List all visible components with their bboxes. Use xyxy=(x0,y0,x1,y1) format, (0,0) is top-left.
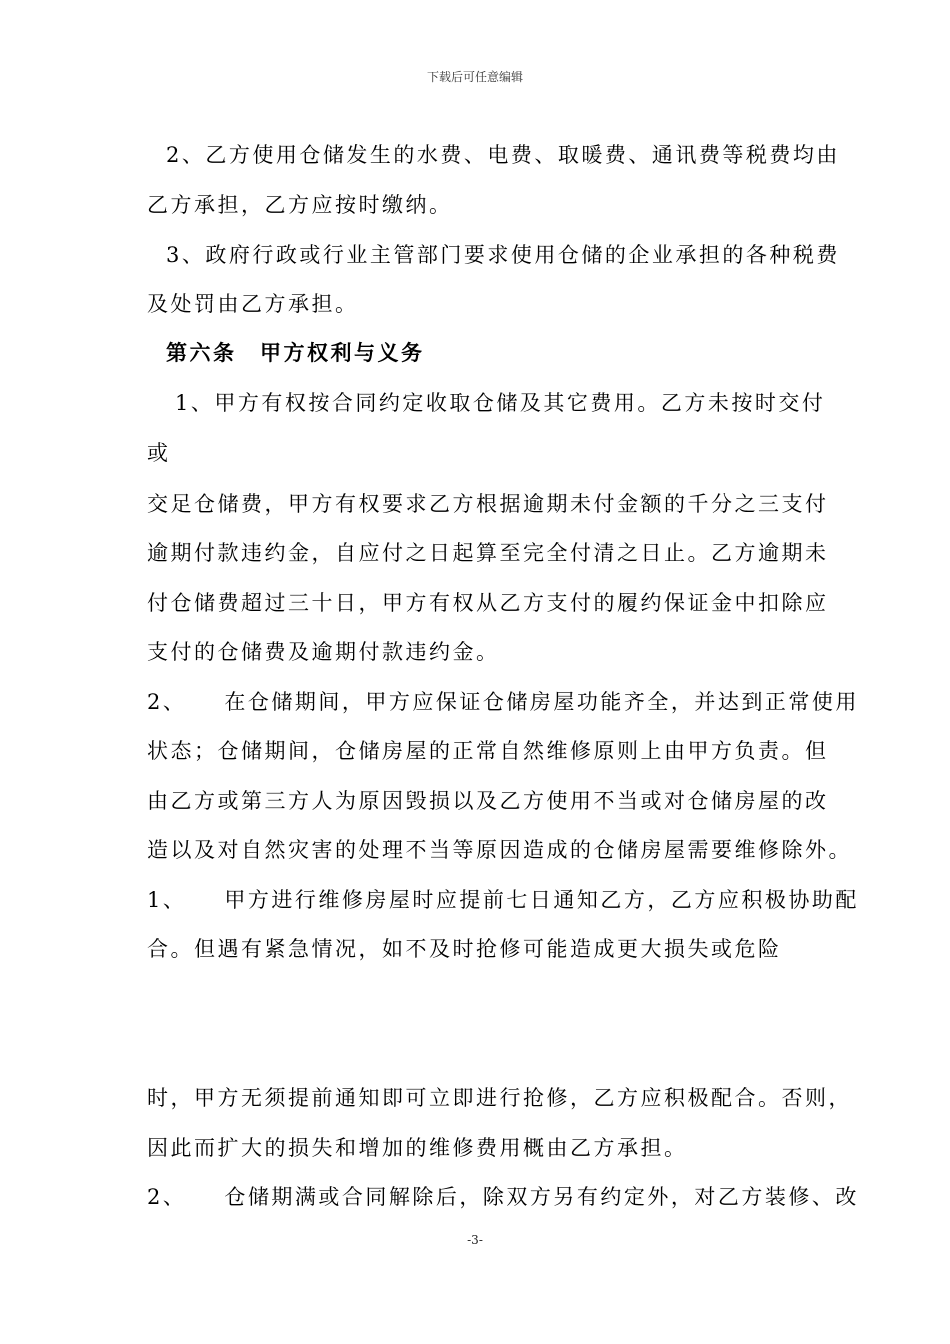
paragraph-line: 支付的仓储费及逾期付款违约金。 xyxy=(147,640,500,664)
page-header: 下载后可任意编辑 xyxy=(426,70,523,84)
item-text: 在仓储期间，甲方应保证仓储房屋功能齐全，并达到正常使用 xyxy=(224,690,859,714)
paragraph-line: 1、甲方有权按合同约定收取仓储及其它费用。乙方未按时交付 xyxy=(175,391,826,415)
paragraph-line: 合。但遇有紧急情况，如不及时抢修可能造成更大损失或危险 xyxy=(147,937,782,961)
item-number: 1、 xyxy=(147,888,187,912)
paragraph-line: 交足仓储费，甲方有权要求乙方根据逾期未付金额的千分之三支付 xyxy=(147,492,829,516)
paragraph-line: 或 xyxy=(147,441,171,465)
numbered-paragraph-line xyxy=(147,1181,859,1211)
paragraph-line: 乙方承担，乙方应按时缴纳。 xyxy=(147,193,453,217)
item-number: 2、 xyxy=(147,690,187,714)
paragraph-line: 由乙方或第三方人为原因毁损以及乙方使用不当或对仓储房屋的改 xyxy=(147,789,829,813)
section-heading: 第六条 甲方权利与义务 xyxy=(166,340,425,365)
paragraph-line: 状态；仓储期间，仓储房屋的正常自然维修原则上由甲方负责。但 xyxy=(147,739,829,763)
paragraph-line: 时，甲方无须提前通知即可立即进行抢修，乙方应积极配合。否则， xyxy=(147,1086,852,1110)
paragraph-line: 付仓储费超过三十日，甲方有权从乙方支付的履约保证金中扣除应 xyxy=(147,591,829,615)
item-number: 2、 xyxy=(147,1185,187,1209)
paragraph-line: 因此而扩大的损失和增加的维修费用概由乙方承担。 xyxy=(147,1136,688,1160)
numbered-paragraph-line xyxy=(147,884,859,914)
paragraph-line: 及处罚由乙方承担。 xyxy=(147,292,359,316)
item-text: 甲方进行维修房屋时应提前七日通知乙方，乙方应积极协助配 xyxy=(224,888,859,912)
paragraph-line: 3、政府行政或行业主管部门要求使用仓储的企业承担的各种税费 xyxy=(166,243,840,267)
paragraph-line: 造以及对自然灾害的处理不当等原因造成的仓储房屋需要维修除外。 xyxy=(147,838,852,862)
page-number: -3- xyxy=(467,1233,483,1247)
paragraph-line: 逾期付款违约金，自应付之日起算至完全付清之日止。乙方逾期未 xyxy=(147,541,829,565)
numbered-paragraph-line xyxy=(147,686,859,716)
item-text: 仓储期满或合同解除后，除双方另有约定外，对乙方装修、改 xyxy=(224,1185,859,1209)
paragraph-line: 2、乙方使用仓储发生的水费、电费、取暖费、通讯费等税费均由 xyxy=(166,143,840,167)
